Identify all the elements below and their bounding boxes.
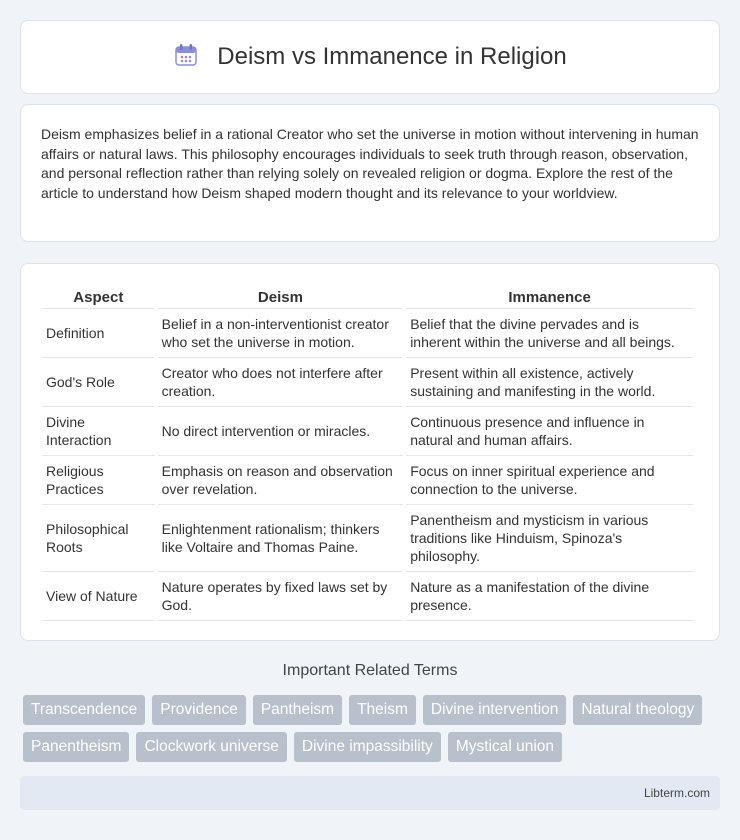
tag-natural-theology[interactable]: Natural theology [573, 695, 702, 725]
cell-immanence: Panentheism and mysticism in various traditions like Hinduism, Spinoza's philosophy. [406, 505, 693, 572]
related-terms-title: Important Related Terms [282, 662, 458, 679]
cell-immanence: Continuous presence and influence in natural and human affairs. [406, 407, 693, 456]
related-terms-tags [23, 695, 723, 762]
cell-immanence: Nature as a manifestation of the divine presence. [406, 572, 693, 621]
cell-deism: Nature operates by fixed laws set by God. [158, 572, 404, 621]
cell-aspect: Religious Practices [42, 456, 155, 505]
footer-link[interactable]: Libterm.com [643, 786, 710, 800]
cell-deism: No direct intervention or miracles. [158, 407, 404, 456]
calendar-icon [173, 42, 199, 73]
table-header-row [42, 284, 693, 309]
tag-transcendence[interactable]: Transcendence [23, 695, 145, 725]
tag-divine-intervention[interactable]: Divine intervention [423, 695, 567, 725]
table-row [42, 358, 693, 407]
tag-theism[interactable]: Theism [349, 695, 416, 725]
cell-immanence: Present within all existence, actively sustaining and manifesting in the world. [406, 358, 693, 407]
intro-card [20, 104, 720, 242]
cell-deism: Enlightenment rationalism; thinkers like Voltaire and Thomas Paine. [158, 505, 404, 572]
cell-deism: Creator who does not interfere after creation. [158, 358, 404, 407]
table-row [42, 505, 693, 572]
comparison-table-card [20, 263, 720, 641]
header-aspect: Aspect [42, 284, 155, 309]
tag-providence[interactable]: Providence [152, 695, 246, 725]
cell-aspect: Philosophical Roots [42, 505, 155, 572]
header-immanence: Immanence [406, 284, 693, 309]
cell-aspect: View of Nature [42, 572, 155, 621]
table-row [42, 572, 693, 621]
page-title: Deism vs Immanence in Religion [217, 43, 567, 70]
cell-aspect: God's Role [42, 358, 155, 407]
tag-mystical-union[interactable]: Mystical union [448, 732, 562, 762]
intro-text: Deism emphasizes belief in a rational Creator who set the universe in motion without intervening in human affairs or natural laws. This philosophy encourages individuals to seek truth through reason, observation, and personal reflection rather than relying solely on revealed religion or dogma. Explore the rest of the article to understand how Deism shaped modern thought and its relevance to your worldview. [41, 126, 699, 201]
tag-divine-impassibility[interactable]: Divine impassibility [294, 732, 441, 762]
cell-aspect: Divine Interaction [42, 407, 155, 456]
footer [20, 776, 720, 810]
table-row [42, 309, 693, 358]
cell-deism: Emphasis on reason and observation over revelation. [158, 456, 404, 505]
cell-deism: Belief in a non-interventionist creator who set the universe in motion. [158, 309, 404, 358]
table-row [42, 456, 693, 505]
title-wrap [173, 42, 566, 73]
table-row [42, 407, 693, 456]
comparison-table [39, 284, 696, 621]
tag-pantheism[interactable]: Pantheism [253, 695, 342, 725]
header-card [20, 20, 720, 94]
cell-immanence: Belief that the divine pervades and is inherent within the universe and all beings. [406, 309, 693, 358]
tag-clockwork-universe[interactable]: Clockwork universe [136, 732, 286, 762]
tag-panentheism[interactable]: Panentheism [23, 732, 129, 762]
header-deism: Deism [158, 284, 404, 309]
cell-aspect: Definition [42, 309, 155, 358]
cell-immanence: Focus on inner spiritual experience and connection to the universe. [406, 456, 693, 505]
